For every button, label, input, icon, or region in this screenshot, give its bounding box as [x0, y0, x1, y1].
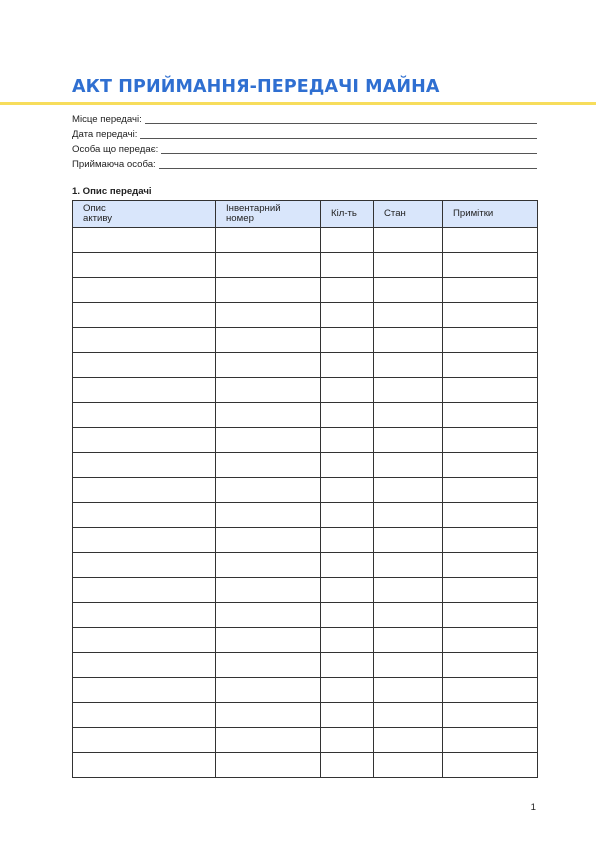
field-transfer-place [72, 111, 537, 126]
field-transferring-person [72, 141, 537, 156]
table-cell[interactable] [73, 378, 216, 403]
page-title: АКТ ПРИЙМАННЯ-ПЕРЕДАЧІ МАЙНА [72, 77, 440, 97]
table-cell[interactable] [216, 253, 321, 278]
table-cell[interactable] [443, 253, 538, 278]
table-cell[interactable] [443, 228, 538, 253]
table-cell[interactable] [321, 628, 374, 653]
table-cell[interactable] [73, 403, 216, 428]
table-cell[interactable] [374, 428, 443, 453]
table-cell[interactable] [216, 628, 321, 653]
table-row [73, 428, 538, 453]
page-number: 1 [530, 802, 536, 813]
table-cell[interactable] [374, 303, 443, 328]
field-label: Дата передачі: [72, 129, 138, 140]
table-cell[interactable] [374, 478, 443, 503]
table-cell[interactable] [443, 678, 538, 703]
table-cell[interactable] [73, 678, 216, 703]
field-label: Особа що передає: [72, 144, 159, 155]
table-row [73, 478, 538, 503]
table-cell[interactable] [321, 403, 374, 428]
table-cell[interactable] [321, 553, 374, 578]
table-cell[interactable] [216, 228, 321, 253]
column-header-condition: Стан [374, 201, 443, 228]
table-row [73, 603, 538, 628]
table-cell[interactable] [443, 578, 538, 603]
table-cell[interactable] [216, 303, 321, 328]
table-row [73, 378, 538, 403]
table-cell[interactable] [374, 678, 443, 703]
table-cell[interactable] [443, 603, 538, 628]
table-cell[interactable] [443, 528, 538, 553]
table-cell[interactable] [216, 428, 321, 453]
table-cell[interactable] [443, 428, 538, 453]
table-cell[interactable] [216, 703, 321, 728]
table-cell[interactable] [374, 278, 443, 303]
table-cell[interactable] [216, 603, 321, 628]
table-cell[interactable] [73, 278, 216, 303]
table-cell[interactable] [73, 553, 216, 578]
table-cell[interactable] [73, 453, 216, 478]
table-cell[interactable] [321, 728, 374, 753]
table-cell[interactable] [216, 578, 321, 603]
table-cell[interactable] [73, 628, 216, 653]
table-cell[interactable] [73, 303, 216, 328]
table-cell[interactable] [321, 678, 374, 703]
table-cell[interactable] [374, 553, 443, 578]
table-cell[interactable] [216, 453, 321, 478]
table-cell[interactable] [443, 453, 538, 478]
table-row [73, 703, 538, 728]
table-cell[interactable] [321, 603, 374, 628]
table-cell[interactable] [73, 353, 216, 378]
table-cell[interactable] [321, 278, 374, 303]
table-row [73, 503, 538, 528]
table-cell[interactable] [73, 578, 216, 603]
table-cell[interactable] [73, 653, 216, 678]
table-cell[interactable] [216, 328, 321, 353]
table-row [73, 553, 538, 578]
table-cell[interactable] [443, 478, 538, 503]
transfer-details [72, 111, 537, 171]
table-cell[interactable] [216, 678, 321, 703]
column-header-asset-description: Опис активу [73, 201, 216, 228]
table-row [73, 303, 538, 328]
table-cell[interactable] [374, 403, 443, 428]
table-cell[interactable] [73, 528, 216, 553]
table-cell[interactable] [73, 253, 216, 278]
table-cell[interactable] [443, 553, 538, 578]
table-cell[interactable] [443, 728, 538, 753]
table-cell[interactable] [321, 253, 374, 278]
table-cell[interactable] [374, 353, 443, 378]
table-cell[interactable] [216, 278, 321, 303]
table-cell[interactable] [73, 703, 216, 728]
table-row [73, 353, 538, 378]
table-cell[interactable] [374, 503, 443, 528]
table-body [73, 228, 538, 778]
table-row [73, 328, 538, 353]
table-cell[interactable] [73, 603, 216, 628]
table-cell[interactable] [321, 578, 374, 603]
table-cell[interactable] [443, 328, 538, 353]
table-cell[interactable] [443, 378, 538, 403]
table-cell[interactable] [73, 753, 216, 778]
table-row [73, 753, 538, 778]
table-cell[interactable] [374, 603, 443, 628]
table-cell[interactable] [216, 753, 321, 778]
table-cell[interactable] [216, 503, 321, 528]
blank-line[interactable] [140, 129, 537, 139]
table-cell[interactable] [73, 478, 216, 503]
column-header-notes: Примітки [443, 201, 538, 228]
table-cell[interactable] [216, 528, 321, 553]
table-cell[interactable] [374, 578, 443, 603]
table-cell[interactable] [443, 628, 538, 653]
table-cell[interactable] [216, 728, 321, 753]
table-cell[interactable] [321, 753, 374, 778]
table-cell[interactable] [216, 378, 321, 403]
table-cell[interactable] [321, 428, 374, 453]
table-cell[interactable] [374, 528, 443, 553]
table-row [73, 678, 538, 703]
table-cell[interactable] [443, 703, 538, 728]
table-cell[interactable] [73, 728, 216, 753]
table-cell[interactable] [374, 628, 443, 653]
table-cell[interactable] [321, 703, 374, 728]
table-cell[interactable] [374, 703, 443, 728]
table-cell[interactable] [321, 328, 374, 353]
table-cell[interactable] [216, 478, 321, 503]
table-cell[interactable] [216, 403, 321, 428]
table-cell[interactable] [73, 228, 216, 253]
table-cell[interactable] [374, 728, 443, 753]
table-cell[interactable] [443, 353, 538, 378]
column-header-quantity: Кіл-ть [321, 201, 374, 228]
table-row [73, 653, 538, 678]
table-row [73, 403, 538, 428]
blank-line[interactable] [145, 114, 537, 124]
table-row [73, 528, 538, 553]
table-header-row [73, 201, 538, 228]
field-receiving-person [72, 156, 537, 171]
table-cell[interactable] [443, 303, 538, 328]
table-cell[interactable] [73, 503, 216, 528]
table-row [73, 278, 538, 303]
table-row [73, 453, 538, 478]
table-cell[interactable] [443, 753, 538, 778]
table-cell[interactable] [321, 353, 374, 378]
table-cell[interactable] [374, 453, 443, 478]
table-row [73, 228, 538, 253]
table-cell[interactable] [374, 328, 443, 353]
table-cell[interactable] [374, 378, 443, 403]
table-cell[interactable] [321, 453, 374, 478]
table-cell[interactable] [216, 353, 321, 378]
column-header-inventory-number: Інвентарний номер [216, 201, 321, 228]
table-row [73, 628, 538, 653]
table-cell[interactable] [374, 653, 443, 678]
asset-table [72, 200, 538, 778]
table-cell[interactable] [374, 228, 443, 253]
table-cell[interactable] [321, 303, 374, 328]
field-transfer-date [72, 126, 537, 141]
table-row [73, 728, 538, 753]
table-cell[interactable] [321, 478, 374, 503]
table-cell[interactable] [443, 403, 538, 428]
table-cell[interactable] [443, 503, 538, 528]
table-cell[interactable] [321, 228, 374, 253]
table-cell[interactable] [374, 253, 443, 278]
blank-line[interactable] [161, 144, 537, 154]
table-cell[interactable] [73, 328, 216, 353]
table-cell[interactable] [321, 503, 374, 528]
table-cell[interactable] [216, 553, 321, 578]
table-cell[interactable] [443, 278, 538, 303]
blank-line[interactable] [159, 159, 537, 169]
table-cell[interactable] [73, 428, 216, 453]
field-label: Приймаюча особа: [72, 159, 156, 170]
table-row [73, 578, 538, 603]
table-cell[interactable] [321, 378, 374, 403]
table-cell[interactable] [216, 653, 321, 678]
field-label: Місце передачі: [72, 114, 142, 125]
table-row [73, 253, 538, 278]
section-title: 1. Опис передачі [72, 186, 152, 197]
table-cell[interactable] [443, 653, 538, 678]
accent-divider [0, 102, 596, 105]
table-cell[interactable] [321, 653, 374, 678]
table-cell[interactable] [321, 528, 374, 553]
table-cell[interactable] [374, 753, 443, 778]
